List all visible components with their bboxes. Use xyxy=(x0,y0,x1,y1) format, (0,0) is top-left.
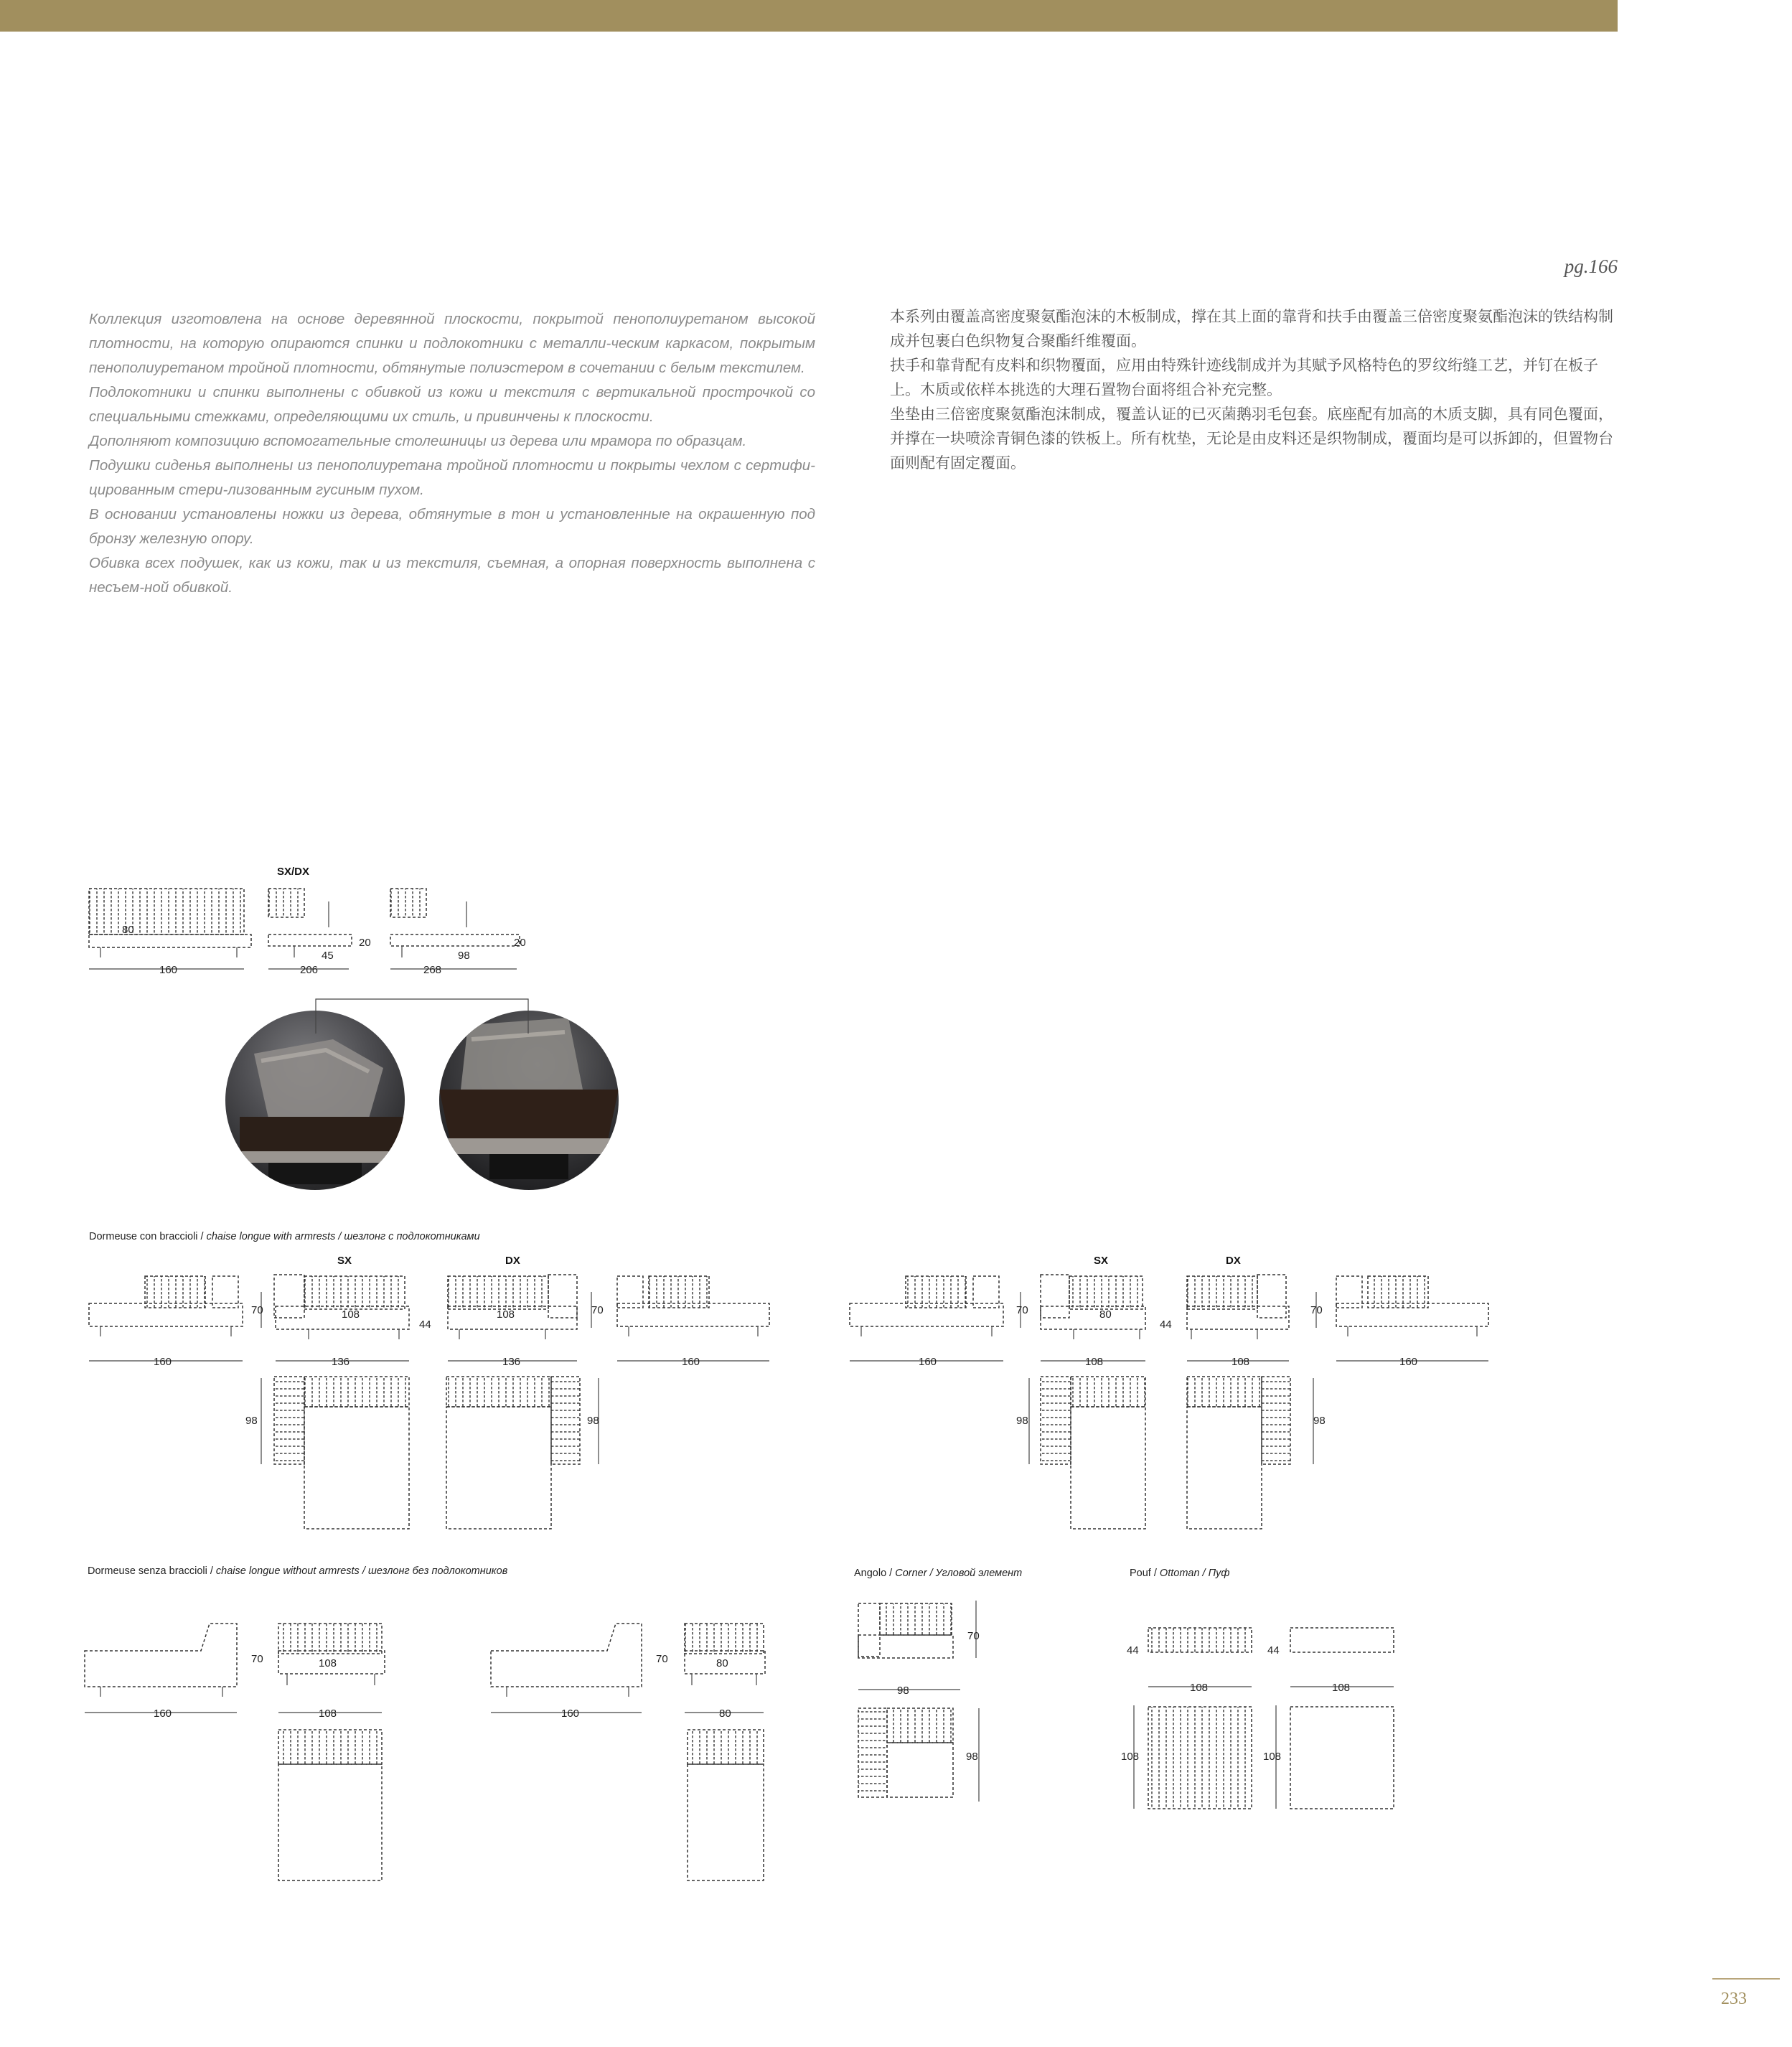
dim-label: 206 xyxy=(300,964,319,976)
dim-label: 70 xyxy=(591,1304,604,1316)
zh-paragraph: 本系列由覆盖高密度聚氨酯泡沫的木板制成，撑在其上面的靠背和扶手由覆盖三倍密度聚氨酯泡沫的铁结构制成并包裹白色织物复合聚酯纤维覆面。 xyxy=(890,308,1613,350)
dim-label: 20 xyxy=(514,937,526,949)
dim-label: 44 xyxy=(1160,1318,1172,1331)
dim-label: 108 xyxy=(342,1308,360,1321)
page-number-rule xyxy=(1712,1978,1780,1980)
dim-label: 108 xyxy=(1232,1356,1250,1368)
zh-paragraph: 坐垫由三倍密度聚氨酯泡沫制成，覆盖认证的已灭菌鹅羽毛包套。底座配有加高的木质支脚，具有同色覆面，并撑在一块喷涂青铜色漆的铁板上。所有枕垫，无论是由皮料还是织物制成，覆面均是可以拆卸的，但置物台面则配有固定覆面。 xyxy=(890,406,1613,472)
label-sx-right: SX xyxy=(1094,1255,1109,1267)
dim-label: 70 xyxy=(1016,1304,1028,1316)
dim-label: 44 xyxy=(1267,1644,1280,1657)
dim-label: 70 xyxy=(656,1653,668,1665)
page-reference: pg.166 xyxy=(1564,256,1618,277)
dim-label: 108 xyxy=(1121,1751,1140,1763)
dim-label: 80 xyxy=(719,1708,731,1720)
dim-label: 98 xyxy=(587,1415,599,1427)
dim-label: 160 xyxy=(159,964,178,976)
ru-paragraph: Коллекция изготовлена на основе деревянной плоскости, покрытой пенополиуретаном высокой плотности, на которую опираются спинки и подлокотники с металли-ческим каркасом, покрытым пенополиуретаном тройной плотности, обтянутые полиэстером в сочетании с белым текстилем. xyxy=(89,311,815,376)
dim-label: 80 xyxy=(716,1657,728,1669)
zh-paragraph: 扶手和靠背配有皮料和织物覆面，应用由特殊针迹线制成并为其赋予风格特色的罗纹绗缝工艺，并钉在板子上。木质或依样本挑选的大理石置物台面将组合补充完整。 xyxy=(890,357,1598,398)
dim-label: 20 xyxy=(359,937,371,949)
dim-label: 98 xyxy=(458,950,470,962)
label-dx-left: DX xyxy=(505,1255,520,1267)
dim-label: 160 xyxy=(682,1356,700,1368)
label-dx-right: DX xyxy=(1226,1255,1241,1267)
dim-label: 136 xyxy=(502,1356,521,1368)
dim-label: 70 xyxy=(967,1630,980,1642)
dim-label: 70 xyxy=(251,1304,263,1316)
dim-label: 160 xyxy=(919,1356,937,1368)
dim-label: 44 xyxy=(419,1318,431,1331)
dim-label: 70 xyxy=(251,1653,263,1665)
dim-label: 160 xyxy=(154,1708,172,1720)
dim-label: 98 xyxy=(1313,1415,1326,1427)
dim-label: 108 xyxy=(1332,1682,1351,1694)
dim-label: 108 xyxy=(1263,1751,1282,1763)
caption-pouf: Pouf / Ottoman / Пуф xyxy=(1130,1568,1230,1579)
dim-label: 268 xyxy=(423,964,442,976)
ru-paragraph: Дополняют композицию вспомогательные столешницы из дерева или мрамора по образцам. xyxy=(89,433,747,449)
dim-label: 98 xyxy=(897,1685,909,1697)
caption-chaise-with-armrests: Dormeuse con braccioli / chaise longue with armrests / шезлонг с подлокотниками xyxy=(89,1231,480,1242)
dim-label: 45 xyxy=(322,950,334,962)
dim-label: 108 xyxy=(319,1657,337,1669)
ru-paragraph: Подлокотники и спинки выполнены с обивкой из кожи и текстиля с вертикальной прострочкой со специальными стежками, определяющими их стиль, и привинчены к плоскости. xyxy=(89,384,815,425)
dim-label: 108 xyxy=(497,1308,515,1321)
label-sxdx: SX/DX xyxy=(277,866,310,878)
dim-label: 80 xyxy=(1099,1308,1112,1321)
dim-label: 70 xyxy=(1310,1304,1323,1316)
dim-label: 98 xyxy=(1016,1415,1028,1427)
page-number: 233 xyxy=(1721,1990,1747,2008)
label-sx-left: SX xyxy=(337,1255,352,1267)
dim-label: 98 xyxy=(245,1415,258,1427)
dim-label: 108 xyxy=(1190,1682,1209,1694)
dim-label: 160 xyxy=(154,1356,172,1368)
ru-paragraph: Обивка всех подушек, как из кожи, так и из текстиля, съемная, а опорная поверхность выполнена с несъем-ной обивкой. xyxy=(89,555,815,596)
ru-paragraph: В основании установлены ножки из дерева, обтянутые в тон и установленные на окрашенную под бронзу железную опору. xyxy=(89,506,815,547)
dim-label: 44 xyxy=(1127,1644,1139,1657)
caption-corner: Angolo / Corner / Угловой элемент xyxy=(854,1568,1023,1579)
caption-chaise-without-armrests: Dormeuse senza braccioli / chaise longue without armrests / шезлонг без подлокотников xyxy=(88,1565,508,1577)
dim-label: 108 xyxy=(1085,1356,1104,1368)
dim-label: 136 xyxy=(332,1356,350,1368)
dim-label: 80 xyxy=(122,924,134,936)
dim-label: 160 xyxy=(1399,1356,1418,1368)
dim-label: 160 xyxy=(561,1708,580,1720)
dim-label: 98 xyxy=(966,1751,978,1763)
ru-paragraph: Подушки сиденья выполнены из пенополиуретана тройной плотности и покрыты чехлом с сертифи-цированным стери-лизованным гусиным пухом. xyxy=(89,457,815,498)
dim-label: 108 xyxy=(319,1708,337,1720)
